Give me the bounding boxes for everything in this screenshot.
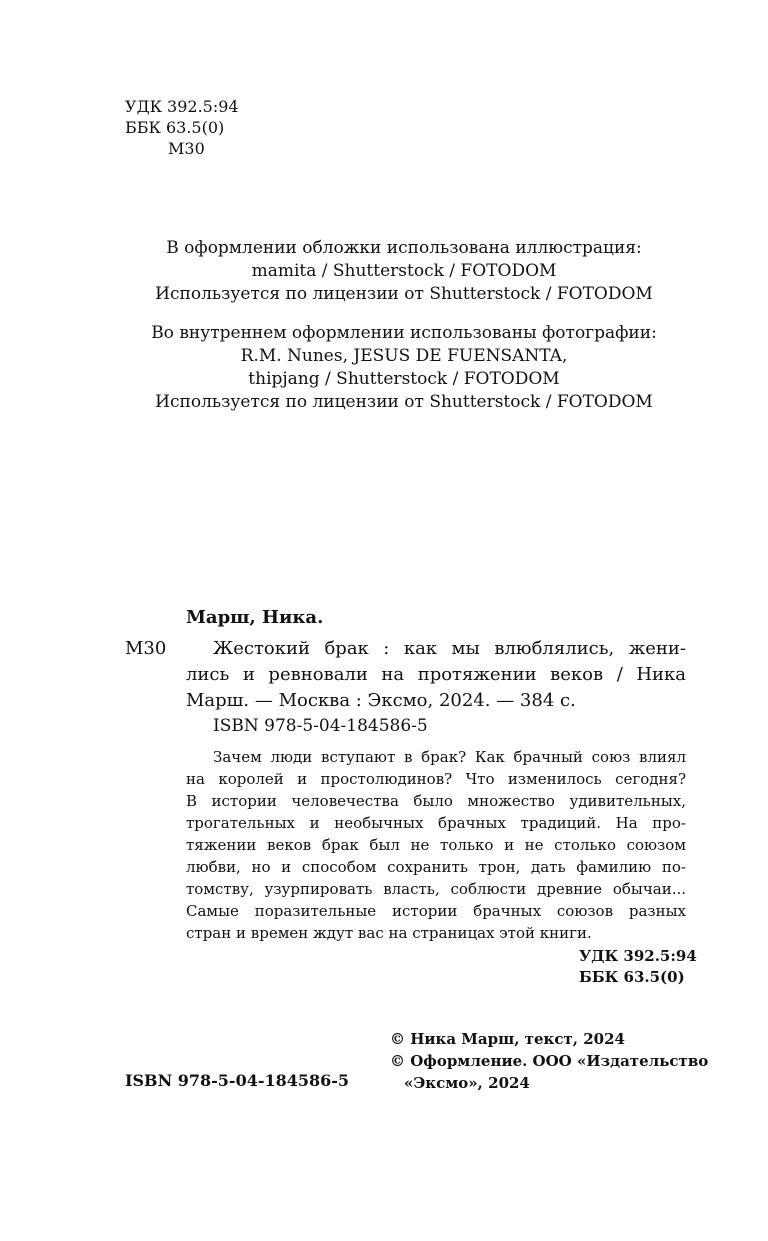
udk-code: УДК 392.5:94: [125, 97, 239, 116]
interior-credits-line: Используется по лицензии от Shutterstock / FOTODOM: [155, 392, 653, 412]
biblio-description-line: Жестокий брак : как мы влюблялись, жени-: [213, 638, 686, 659]
biblio-author-mark: М30: [125, 638, 167, 659]
annotation-line: тяжении веков брак был не только и не столько союзом: [186, 836, 686, 854]
cover-credits: [0, 237, 768, 306]
annotation: [186, 746, 686, 944]
annotation-line: Зачем люди вступают в брак? Как брачный союз влиял: [213, 748, 686, 766]
biblio-description-line: лись и ревновали на протяжении веков / Ника: [186, 664, 686, 685]
copyright-line: © Оформление. ООО «Издательство: [390, 1052, 709, 1070]
annotation-udk: УДК 392.5:94: [579, 947, 697, 965]
annotation-bbk: ББК 63.5(0): [579, 968, 685, 986]
annotation-line: на королей и простолюдинов? Что изменилось сегодня?: [186, 770, 686, 788]
biblio-author: Марш, Ника.: [186, 607, 324, 628]
cover-credits-line: В оформлении обложки использована иллюстрация:: [166, 238, 642, 258]
biblio-isbn: ISBN 978-5-04-184586-5: [213, 716, 428, 736]
annotation-line: стран и времен ждут вас на страницах этой книги.: [186, 924, 592, 942]
biblio-description: [186, 636, 686, 714]
annotation-line: трогательных и необычных брачных традиций. На про-: [186, 814, 686, 832]
copyright-block: [390, 1028, 708, 1094]
interior-credits-line: Во внутреннем оформлении использованы фотографии:: [151, 323, 657, 343]
cover-credits-line: mamita / Shutterstock / FOTODOM: [251, 261, 557, 281]
interior-credits: [0, 322, 768, 414]
biblio-description-line: Марш. — Москва : Эксмо, 2024. — 384 с.: [186, 690, 576, 711]
author-mark: М30: [168, 139, 205, 158]
annotation-line: Самые поразительные истории брачных союзов разных: [186, 902, 686, 920]
annotation-line: любви, но и способом сохранить трон, дать фамилию по-: [186, 858, 686, 876]
bbk-code: ББК 63.5(0): [125, 118, 225, 137]
copyright-line: «Эксмо», 2024: [404, 1074, 530, 1092]
copyright-line: © Ника Марш, текст, 2024: [390, 1030, 625, 1048]
interior-credits-line: thipjang / Shutterstock / FOTODOM: [248, 369, 560, 389]
annotation-line: томству, узурпировать власть, соблюсти древние обычаи...: [186, 880, 686, 898]
cover-credits-line: Используется по лицензии от Shutterstock / FOTODOM: [155, 284, 653, 304]
interior-credits-line: R.M. Nunes, JESUS DE FUENSANTA,: [240, 346, 568, 366]
annotation-line: В истории человечества было множество удивительных,: [186, 792, 686, 810]
footer-isbn: ISBN 978-5-04-184586-5: [125, 1071, 350, 1090]
